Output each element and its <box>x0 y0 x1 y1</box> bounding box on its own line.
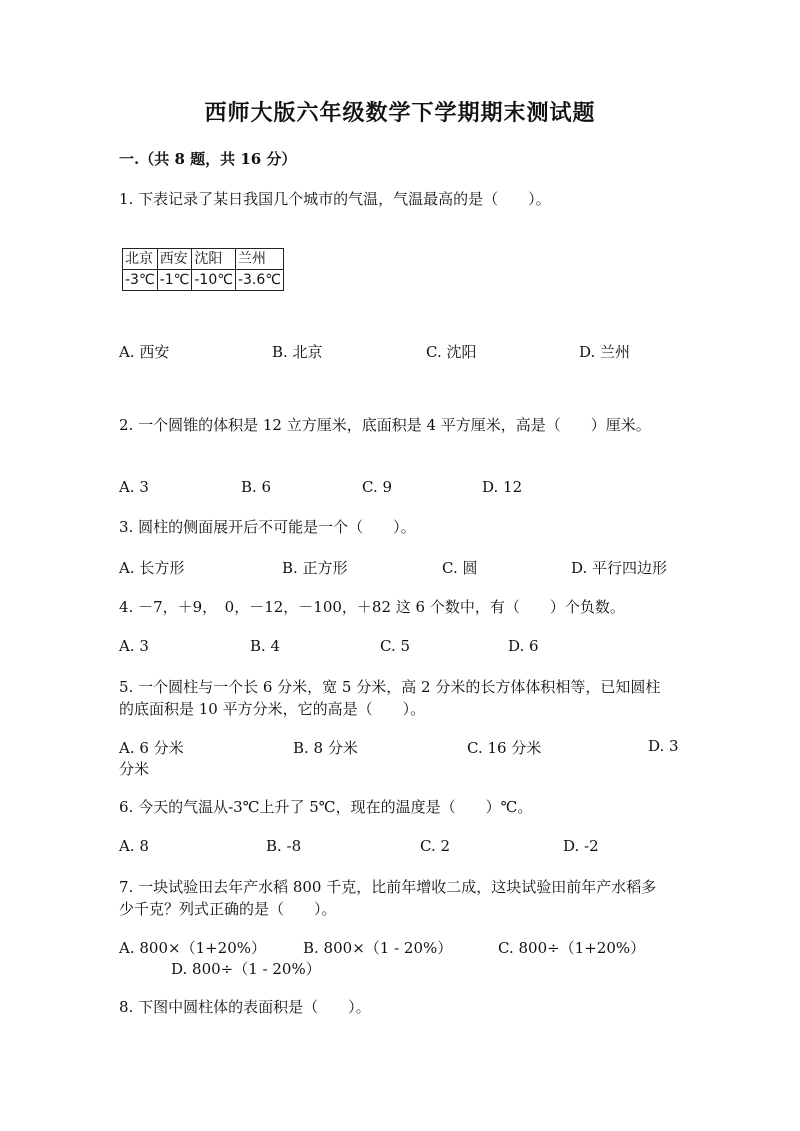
question-4-option-a[interactable]: A. 3 <box>119 637 149 655</box>
table-cell: 北京 <box>123 249 158 270</box>
page-title: 西师大版六年级数学下学期期末测试题 <box>204 100 596 126</box>
question-5-option-c[interactable]: C. 16 分米 <box>467 739 542 757</box>
question-7-option-b[interactable]: B. 800×（1 - 20%） <box>303 939 453 957</box>
question-4-option-c[interactable]: C. 5 <box>380 637 411 655</box>
question-6-option-a[interactable]: A. 8 <box>119 837 149 855</box>
table-row <box>123 270 284 291</box>
question-4-option-b[interactable]: B. 4 <box>250 637 281 655</box>
question-2-text: 2. 一个圆锥的体积是 12 立方厘米，底面积是 4 平方厘米，高是（ ）厘米。 <box>119 416 651 434</box>
question-6-text: 6. 今天的气温从-3℃上升了 5℃，现在的温度是（ ）℃。 <box>119 798 533 816</box>
question-3-text: 3. 圆柱的侧面展开后不可能是一个（ ）。 <box>119 518 416 536</box>
question-5-option-b[interactable]: B. 8 分米 <box>293 739 358 757</box>
question-4-option-d[interactable]: D. 6 <box>508 637 539 655</box>
table-cell: -1℃ <box>157 270 192 291</box>
section-heading: 一.（共 8 题，共 16 分） <box>119 150 297 168</box>
question-5-option-d-unit: 分米 <box>119 760 150 778</box>
question-2-option-a[interactable]: A. 3 <box>119 478 149 496</box>
table-header-row <box>123 249 284 270</box>
question-5-option-a[interactable]: A. 6 分米 <box>119 739 184 757</box>
question-1-option-b[interactable]: B. 北京 <box>272 343 323 361</box>
table-cell: -3.6℃ <box>235 270 283 291</box>
question-1-text: 1. 下表记录了某日我国几个城市的气温，气温最高的是（ ）。 <box>119 190 551 208</box>
question-6-option-c[interactable]: C. 2 <box>420 837 451 855</box>
question-5-text: 5. 一个圆柱与一个长 6 分米，宽 5 分米，高 2 分米的长方体体积相等，已知圆柱的底面积是 10 平方分米，它的高是（ ）。 <box>119 678 661 718</box>
table-cell: -3℃ <box>123 270 158 291</box>
question-7-option-d[interactable]: D. 800÷（1 - 20%） <box>171 960 321 978</box>
question-1-option-a[interactable]: A. 西安 <box>119 343 170 361</box>
table-cell: -10℃ <box>192 270 236 291</box>
question-3-option-c[interactable]: C. 圆 <box>442 559 478 577</box>
city-temperature-table <box>122 248 284 291</box>
question-1-option-c[interactable]: C. 沈阳 <box>426 343 477 361</box>
question-3-option-d[interactable]: D. 平行四边形 <box>571 559 668 577</box>
question-3-option-b[interactable]: B. 正方形 <box>282 559 348 577</box>
question-7-option-c[interactable]: C. 800÷（1+20%） <box>498 939 646 957</box>
table-cell: 兰州 <box>235 249 283 270</box>
question-6-option-b[interactable]: B. -8 <box>266 837 302 855</box>
question-7-option-a[interactable]: A. 800×（1+20%） <box>119 939 267 957</box>
question-2-option-b[interactable]: B. 6 <box>241 478 272 496</box>
question-5-option-d[interactable]: D. 3 <box>648 737 679 755</box>
table-cell: 西安 <box>157 249 192 270</box>
table-cell: 沈阳 <box>192 249 236 270</box>
question-6-option-d[interactable]: D. -2 <box>563 837 599 855</box>
question-1-option-d[interactable]: D. 兰州 <box>579 343 631 361</box>
question-2-option-c[interactable]: C. 9 <box>362 478 393 496</box>
question-8-text: 8. 下图中圆柱体的表面积是（ ）。 <box>119 998 371 1016</box>
question-7-text: 7. 一块试验田去年产水稻 800 千克，比前年增收二成，这块试验田前年产水稻多少千克？列式正确的是（ ）。 <box>119 878 657 918</box>
question-4-text: 4. －7，＋9， 0，－12，－100，＋82 这 6 个数中，有（ ）个负数。 <box>119 598 625 616</box>
question-2-option-d[interactable]: D. 12 <box>482 478 523 496</box>
question-3-option-a[interactable]: A. 长方形 <box>119 559 185 577</box>
